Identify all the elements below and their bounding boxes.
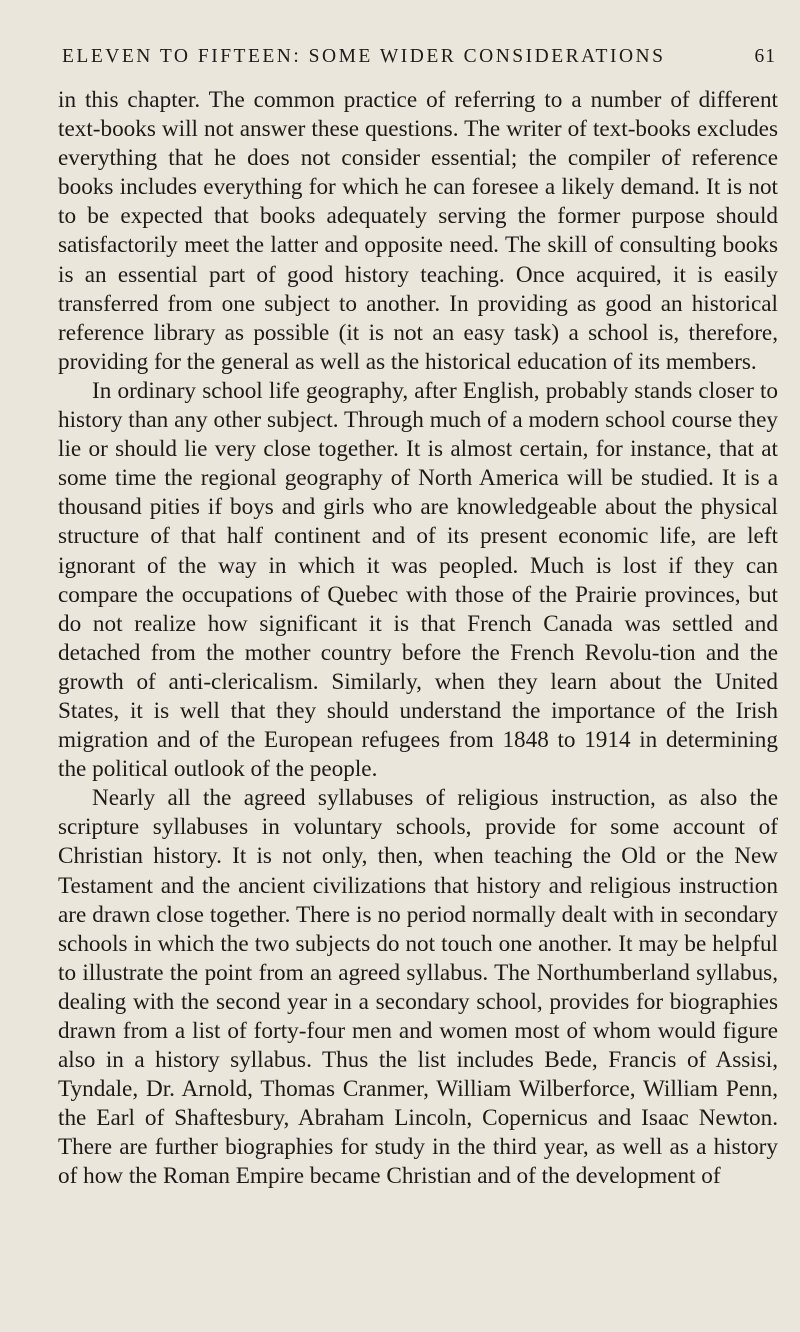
running-head-title: ELEVEN TO FIFTEEN: SOME WIDER CONSIDERATIONS [62,46,666,67]
paragraph-geography: In ordinary school life geography, after English, probably stands closer to history than any other subject. Through much of a modern school course they lie or should lie very close together. It is almost certain, for instance, that at some time the regional geography of North America will be studied. It is a thousand pities if boys and girls who are knowledgeable about the physical structure of that half continent and of its present economic life, are left ignorant of the way in which it was peopled. Much is lost if they can compare the occupations of Quebec with those of the Prairie provinces, but do not realize how significant it is that French Canada was settled and detached from the mother country before the French Revolu-tion and the growth of anti-clericalism. Similarly, when they learn about the United States, it is well that they should understand the importance of the Irish migration and of the European refugees from 1848 to 1914 in determining the political outlook of the people. [58,377,778,783]
paragraph-continued: in this chapter. The common practice of referring to a number of different text-books will not answer these questions. The writer of text-books excludes everything that he does not consider essential; the compiler of reference books includes everything for which he can foresee a likely demand. It is not to be expected that books adequately serving the former purpose should satisfactorily meet the latter and opposite need. The skill of consulting books is an essential part of good history teaching. Once acquired, it is easily transferred from one subject to another. In providing as good an historical reference library as possible (it is not an easy task) a school is, therefore, providing for the general as well as the historical education of its members. [58,87,778,375]
body-text [58,86,778,1192]
paragraph-religious-instruction: Nearly all the agreed syllabuses of religious instruction, as also the scripture syllabuses in voluntary schools, provide for some account of Christian history. It is not only, then, when teaching the Old or the New Testament and the ancient civilizations that history and religious instruction are drawn close together. There is no period normally dealt with in secondary schools in which the two subjects do not touch one another. It may be helpful to illustrate the point from an agreed syllabus. The Northumberland syllabus, dealing with the second year in a secondary school, provides for biographies drawn from a list of forty-four men and women most of whom would figure also in a history syllabus. Thus the list includes Bede, Francis of Assisi, Tyndale, Dr. Arnold, Thomas Cranmer, William Wilberforce, William Penn, the Earl of Shaftesbury, Abraham Lincoln, Copernicus and Isaac Newton. There are further biographies for study in the third year, as well as a history of how the Roman Empire became Christian and of the development of [58,785,778,1190]
running-head [58,46,778,86]
page-number: 61 [754,46,776,67]
